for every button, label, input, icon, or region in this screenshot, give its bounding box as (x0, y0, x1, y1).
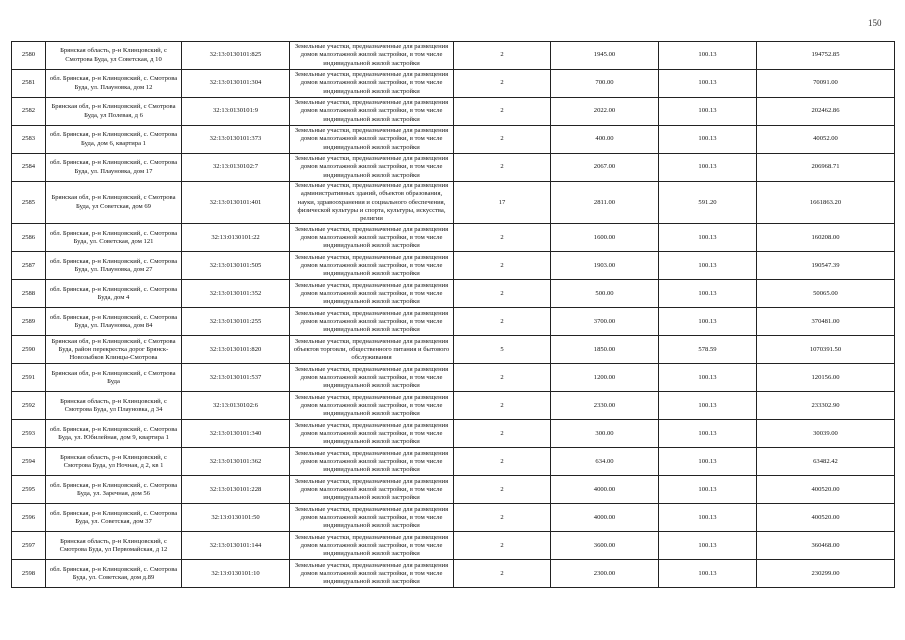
land-use-cell: Земельные участки, предназначенные для размещения домов малоэтажной жилой застройки, в том числе индивидуальной жилой застройки (290, 126, 454, 154)
cadastral-value-cell: 120156.00 (757, 364, 895, 392)
specific-value-cell: 100.13 (659, 364, 757, 392)
specific-value-cell: 100.13 (659, 560, 757, 588)
row-number-cell: 2598 (12, 560, 46, 588)
specific-value-cell: 100.13 (659, 448, 757, 476)
specific-value-cell: 100.13 (659, 504, 757, 532)
address-cell: обл. Брянская, р-н Клинцовский, с. Смотрова Буда, ул. Заречная, дом 56 (46, 476, 182, 504)
specific-value-cell: 100.13 (659, 420, 757, 448)
address-cell: Брянская обл, р-н Клинцовский, с Смотрова Буда (46, 364, 182, 392)
table-row (12, 532, 895, 560)
land-use-cell: Земельные участки, предназначенные для размещения домов малоэтажной жилой застройки, в том числе индивидуальной жилой застройки (290, 308, 454, 336)
table-row (12, 392, 895, 420)
cadastral-number-cell: 32:13:0130101:228 (182, 476, 290, 504)
address-cell: обл. Брянская, р-н Клинцовский, с. Смотрова Буда, дом 4 (46, 280, 182, 308)
table-row (12, 126, 895, 154)
use-group-cell: 2 (454, 42, 551, 70)
cadastral-number-cell: 32:13:0130101:537 (182, 364, 290, 392)
land-use-cell: Земельные участки, предназначенные для размещения домов малоэтажной жилой застройки, в том числе индивидуальной жилой застройки (290, 364, 454, 392)
cadastral-number-cell: 32:13:0130101:9 (182, 98, 290, 126)
address-cell: обл. Брянская, р-н Клинцовский, с. Смотрова Буда, дом 6, квартира 1 (46, 126, 182, 154)
cadastral-value-cell: 160208.00 (757, 224, 895, 252)
cadastral-value-cell: 400520.00 (757, 504, 895, 532)
land-use-cell: Земельные участки, предназначенные для размещения административных зданий, объектов образования, науки, здравоохранения и социального обеспечения, физической культуры и спорта, культуры, искусства, религии (290, 182, 454, 224)
row-number-cell: 2585 (12, 182, 46, 224)
area-cell: 2022.00 (551, 98, 659, 126)
address-cell: Брянская обл, р-н Клинцовский, с Смотрова Буда, ул Полевая, д 6 (46, 98, 182, 126)
cadastral-value-cell: 30039.00 (757, 420, 895, 448)
cadastral-value-cell: 1070391.50 (757, 336, 895, 364)
address-cell: обл. Брянская, р-н Клинцовский, с. Смотрова Буда, ул. Советская, дом 37 (46, 504, 182, 532)
specific-value-cell: 100.13 (659, 154, 757, 182)
row-number-cell: 2587 (12, 252, 46, 280)
area-cell: 1600.00 (551, 224, 659, 252)
area-cell: 300.00 (551, 420, 659, 448)
cadastral-number-cell: 32:13:0130101:352 (182, 280, 290, 308)
cadastral-value-cell: 63482.42 (757, 448, 895, 476)
cadastral-value-cell: 230299.00 (757, 560, 895, 588)
area-cell: 500.00 (551, 280, 659, 308)
cadastral-number-cell: 32:13:0130101:820 (182, 336, 290, 364)
table-row (12, 252, 895, 280)
row-number-cell: 2591 (12, 364, 46, 392)
use-group-cell: 2 (454, 560, 551, 588)
address-cell: обл. Брянская, р-н Клинцовский, с. Смотрова Буда, ул. Советская, дом д.89 (46, 560, 182, 588)
land-use-cell: Земельные участки, предназначенные для размещения домов малоэтажной жилой застройки, в том числе индивидуальной жилой застройки (290, 98, 454, 126)
use-group-cell: 2 (454, 420, 551, 448)
cadastral-number-cell: 32:13:0130101:304 (182, 70, 290, 98)
cadastral-value-cell: 400520.00 (757, 476, 895, 504)
row-number-cell: 2588 (12, 280, 46, 308)
specific-value-cell: 578.59 (659, 336, 757, 364)
row-number-cell: 2583 (12, 126, 46, 154)
area-cell: 1200.00 (551, 364, 659, 392)
cadastral-value-cell: 202462.86 (757, 98, 895, 126)
area-cell: 1945.00 (551, 42, 659, 70)
cadastral-number-cell: 32:13:0130101:825 (182, 42, 290, 70)
area-cell: 700.00 (551, 70, 659, 98)
use-group-cell: 2 (454, 98, 551, 126)
land-use-cell: Земельные участки, предназначенные для размещения домов малоэтажной жилой застройки, в том числе индивидуальной жилой застройки (290, 154, 454, 182)
area-cell: 1850.00 (551, 336, 659, 364)
address-cell: Брянская область, р-н Клинцовский, с Смотрова Буда, ул Плауновка, д 34 (46, 392, 182, 420)
address-cell: Брянская обл, р-н Клинцовский, с Смотрова Буда, район перекрестка дорог Брянск-Новозыбков Клинцы-Смотрова (46, 336, 182, 364)
land-use-cell: Земельные участки, предназначенные для размещения домов малоэтажной жилой застройки, в том числе индивидуальной жилой застройки (290, 560, 454, 588)
use-group-cell: 2 (454, 532, 551, 560)
page-number: 150 (868, 18, 882, 28)
use-group-cell: 2 (454, 126, 551, 154)
address-cell: Брянская обл, р-н Клинцовский, с Смотрова Буда, ул Советская, дом 69 (46, 182, 182, 224)
specific-value-cell: 100.13 (659, 308, 757, 336)
row-number-cell: 2597 (12, 532, 46, 560)
cadastral-number-cell: 32:13:0130101:22 (182, 224, 290, 252)
land-use-cell: Земельные участки, предназначенные для размещения домов малоэтажной жилой застройки, в том числе индивидуальной жилой застройки (290, 42, 454, 70)
use-group-cell: 2 (454, 252, 551, 280)
table-row (12, 70, 895, 98)
address-cell: обл. Брянская, р-н Клинцовский, с. Смотрова Буда, ул. Плауновка, дом 27 (46, 252, 182, 280)
address-cell: обл. Брянская, р-н Клинцовский, с. Смотрова Буда, ул. Советская, дом 121 (46, 224, 182, 252)
use-group-cell: 17 (454, 182, 551, 224)
row-number-cell: 2594 (12, 448, 46, 476)
use-group-cell: 2 (454, 308, 551, 336)
specific-value-cell: 100.13 (659, 42, 757, 70)
cadastral-number-cell: 32:13:0130101:505 (182, 252, 290, 280)
cadastral-number-cell: 32:13:0130101:362 (182, 448, 290, 476)
use-group-cell: 5 (454, 336, 551, 364)
cadastral-value-cell: 360468.00 (757, 532, 895, 560)
cadastral-value-cell: 50065.00 (757, 280, 895, 308)
cadastral-number-cell: 32:13:0130101:50 (182, 504, 290, 532)
area-cell: 1903.00 (551, 252, 659, 280)
table-body (12, 42, 895, 588)
row-number-cell: 2580 (12, 42, 46, 70)
land-use-cell: Земельные участки, предназначенные для размещения домов малоэтажной жилой застройки, в том числе индивидуальной жилой застройки (290, 420, 454, 448)
specific-value-cell: 100.13 (659, 224, 757, 252)
use-group-cell: 2 (454, 392, 551, 420)
table-row (12, 154, 895, 182)
use-group-cell: 2 (454, 364, 551, 392)
row-number-cell: 2590 (12, 336, 46, 364)
address-cell: Брянская область, р-н Клинцовский, с Смотрова Буда, ул Советская, д 10 (46, 42, 182, 70)
cadastral-value-cell: 233302.90 (757, 392, 895, 420)
area-cell: 2330.00 (551, 392, 659, 420)
specific-value-cell: 100.13 (659, 476, 757, 504)
area-cell: 2811.00 (551, 182, 659, 224)
land-use-cell: Земельные участки, предназначенные для размещения домов малоэтажной жилой застройки, в том числе индивидуальной жилой застройки (290, 70, 454, 98)
table-row (12, 98, 895, 126)
cadastral-value-cell: 70091.00 (757, 70, 895, 98)
table-row (12, 420, 895, 448)
land-use-cell: Земельные участки, предназначенные для размещения домов малоэтажной жилой застройки, в том числе индивидуальной жилой застройки (290, 280, 454, 308)
land-use-cell: Земельные участки, предназначенные для размещения домов малоэтажной жилой застройки, в том числе индивидуальной жилой застройки (290, 224, 454, 252)
cadastral-value-cell: 206968.71 (757, 154, 895, 182)
address-cell: обл. Брянская, р-н Клинцовский, с. Смотрова Буда, ул. Юбилейная, дом 9, квартира 1 (46, 420, 182, 448)
specific-value-cell: 100.13 (659, 98, 757, 126)
table-row (12, 504, 895, 532)
row-number-cell: 2584 (12, 154, 46, 182)
area-cell: 4000.00 (551, 504, 659, 532)
use-group-cell: 2 (454, 280, 551, 308)
cadastral-number-cell: 32:13:0130102:7 (182, 154, 290, 182)
specific-value-cell: 100.13 (659, 252, 757, 280)
table-row (12, 280, 895, 308)
land-use-cell: Земельные участки, предназначенные для размещения домов малоэтажной жилой застройки, в том числе индивидуальной жилой застройки (290, 504, 454, 532)
table-row (12, 364, 895, 392)
use-group-cell: 2 (454, 70, 551, 98)
specific-value-cell: 100.13 (659, 126, 757, 154)
cadastral-number-cell: 32:13:0130101:255 (182, 308, 290, 336)
area-cell: 400.00 (551, 126, 659, 154)
specific-value-cell: 100.13 (659, 392, 757, 420)
use-group-cell: 2 (454, 448, 551, 476)
table-row (12, 308, 895, 336)
use-group-cell: 2 (454, 476, 551, 504)
land-use-cell: Земельные участки, предназначенные для размещения домов малоэтажной жилой застройки, в том числе индивидуальной жилой застройки (290, 448, 454, 476)
land-use-cell: Земельные участки, предназначенные для размещения домов малоэтажной жилой застройки, в том числе индивидуальной жилой застройки (290, 392, 454, 420)
table-row (12, 476, 895, 504)
area-cell: 4000.00 (551, 476, 659, 504)
cadastral-value-table (11, 41, 895, 588)
area-cell: 3600.00 (551, 532, 659, 560)
table-row (12, 336, 895, 364)
specific-value-cell: 100.13 (659, 532, 757, 560)
cadastral-value-cell: 194752.85 (757, 42, 895, 70)
land-use-cell: Земельные участки, предназначенные для размещения домов малоэтажной жилой застройки, в том числе индивидуальной жилой застройки (290, 532, 454, 560)
cadastral-number-cell: 32:13:0130102:6 (182, 392, 290, 420)
address-cell: обл. Брянская, р-н Клинцовский, с. Смотрова Буда, ул. Плауновка, дом 84 (46, 308, 182, 336)
cadastral-number-cell: 32:13:0130101:10 (182, 560, 290, 588)
specific-value-cell: 591.20 (659, 182, 757, 224)
row-number-cell: 2581 (12, 70, 46, 98)
specific-value-cell: 100.13 (659, 70, 757, 98)
row-number-cell: 2593 (12, 420, 46, 448)
area-cell: 2067.00 (551, 154, 659, 182)
cadastral-value-cell: 1661863.20 (757, 182, 895, 224)
land-use-cell: Земельные участки, предназначенные для размещения домов малоэтажной жилой застройки, в том числе индивидуальной жилой застройки (290, 252, 454, 280)
row-number-cell: 2595 (12, 476, 46, 504)
row-number-cell: 2582 (12, 98, 46, 126)
area-cell: 634.00 (551, 448, 659, 476)
table-row (12, 560, 895, 588)
row-number-cell: 2592 (12, 392, 46, 420)
cadastral-value-cell: 40052.00 (757, 126, 895, 154)
use-group-cell: 2 (454, 224, 551, 252)
address-cell: обл. Брянская, р-н Клинцовский, с. Смотрова Буда, ул. Плауновка, дом 12 (46, 70, 182, 98)
cadastral-number-cell: 32:13:0130101:340 (182, 420, 290, 448)
cadastral-value-cell: 190547.39 (757, 252, 895, 280)
row-number-cell: 2589 (12, 308, 46, 336)
cadastral-value-cell: 370481.00 (757, 308, 895, 336)
row-number-cell: 2586 (12, 224, 46, 252)
use-group-cell: 2 (454, 504, 551, 532)
area-cell: 3700.00 (551, 308, 659, 336)
use-group-cell: 2 (454, 154, 551, 182)
cadastral-number-cell: 32:13:0130101:144 (182, 532, 290, 560)
address-cell: Брянская область, р-н Клинцовский, с Смотрова Буда, ул Первомайская, д 12 (46, 532, 182, 560)
land-use-cell: Земельные участки, предназначенные для размещения объектов торговли, общественного питания и бытового обслуживания (290, 336, 454, 364)
cadastral-number-cell: 32:13:0130101:401 (182, 182, 290, 224)
specific-value-cell: 100.13 (659, 280, 757, 308)
row-number-cell: 2596 (12, 504, 46, 532)
cadastral-number-cell: 32:13:0130101:373 (182, 126, 290, 154)
area-cell: 2300.00 (551, 560, 659, 588)
land-use-cell: Земельные участки, предназначенные для размещения домов малоэтажной жилой застройки, в том числе индивидуальной жилой застройки (290, 476, 454, 504)
address-cell: обл. Брянская, р-н Клинцовский, с. Смотрова Буда, ул. Плауновка, дом 17 (46, 154, 182, 182)
table-row (12, 42, 895, 70)
address-cell: Брянская область, р-н Клинцовский, с Смотрова Буда, ул Ночная, д 2, кв 1 (46, 448, 182, 476)
table-row (12, 224, 895, 252)
table-row (12, 182, 895, 224)
table-row (12, 448, 895, 476)
